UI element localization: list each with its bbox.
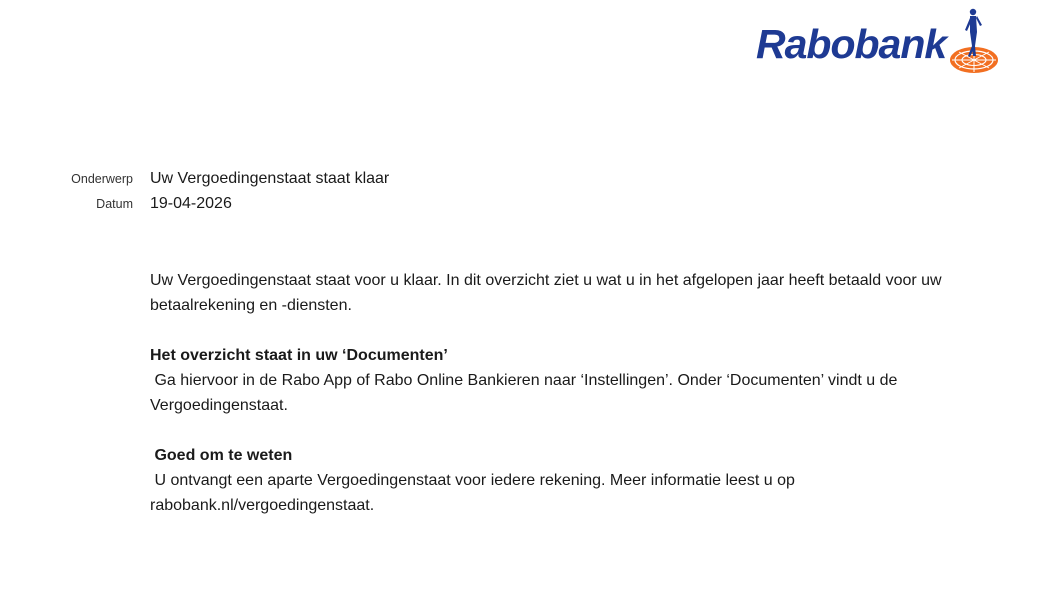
section-documents bbox=[150, 343, 950, 418]
rabobank-logo bbox=[754, 6, 1004, 76]
letter-body bbox=[150, 268, 950, 543]
date-label: Datum bbox=[96, 197, 133, 211]
subject-value: Uw Vergoedingenstaat staat klaar bbox=[150, 170, 390, 187]
section-documents-heading: Het overzicht staat in uw ‘Documenten’ bbox=[150, 347, 448, 364]
section-good-to-know-text: U ontvangt een aparte Vergoedingenstaat voor iedere rekening. Meer informatie leest u op rabobank.nl/vergoedingenstaat. bbox=[150, 472, 800, 514]
logo-wordmark: Rabobank bbox=[756, 21, 947, 67]
rabobank-figure-icon bbox=[946, 6, 1002, 76]
section-good-to-know bbox=[150, 443, 950, 518]
subject-row bbox=[40, 170, 389, 195]
date-value: 19-04-2026 bbox=[150, 195, 232, 212]
date-row bbox=[40, 195, 389, 220]
section-good-to-know-heading: Goed om te weten bbox=[150, 447, 293, 464]
letter-meta bbox=[40, 170, 389, 220]
section-documents-text: Ga hiervoor in de Rabo App of Rabo Online Bankieren naar ‘Instellingen’. Onder ‘Documenten’ vindt u de Vergoedingenstaat. bbox=[150, 372, 902, 414]
subject-label: Onderwerp bbox=[71, 172, 133, 186]
intro-paragraph: Uw Vergoedingenstaat staat voor u klaar. In dit overzicht ziet u wat u in het afgelopen jaar heeft betaald voor uw betaalrekening en -diensten. bbox=[150, 272, 942, 314]
